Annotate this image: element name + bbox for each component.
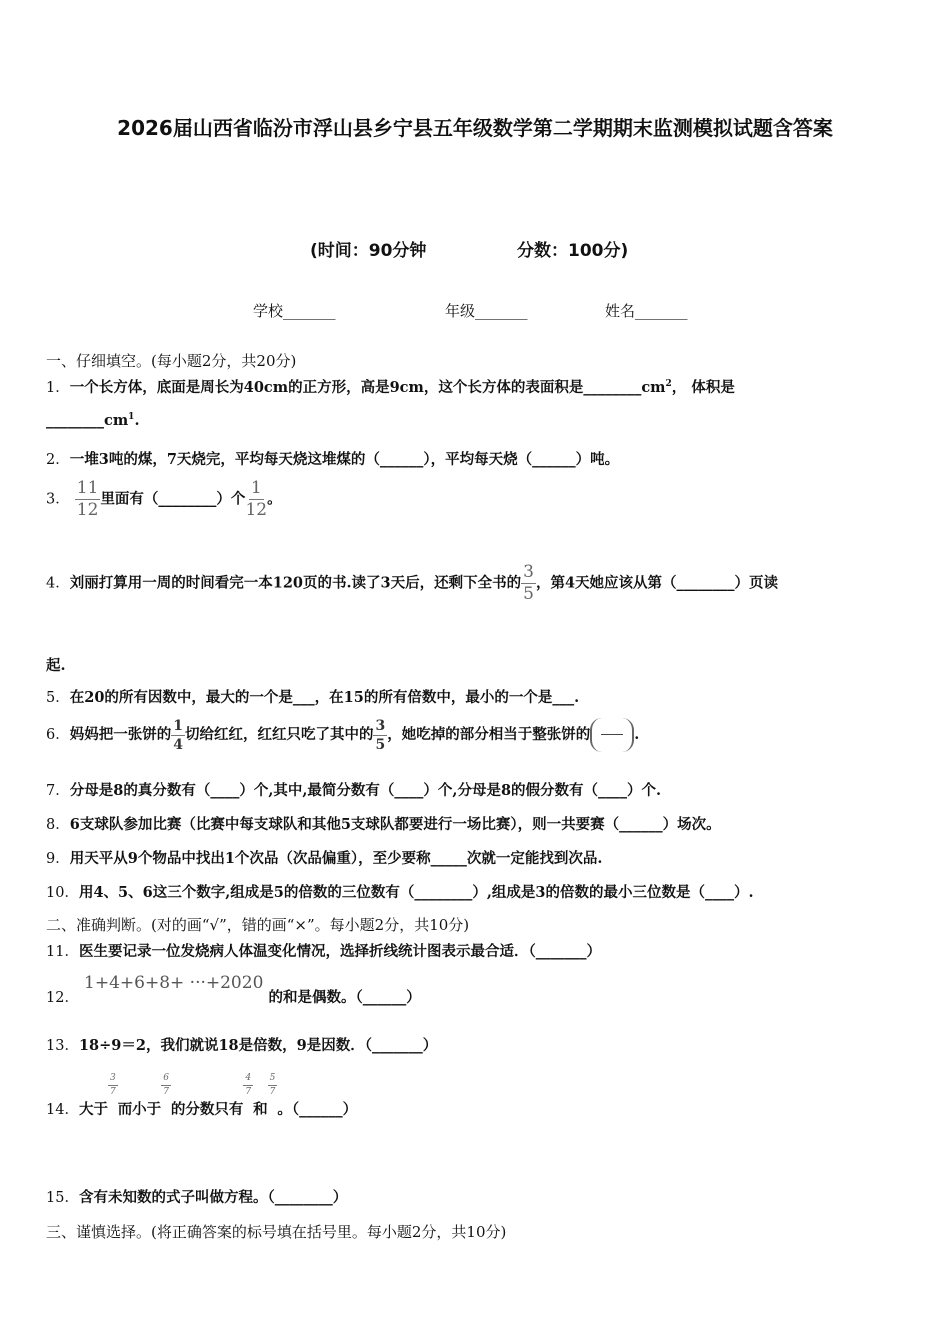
- question-13: [46, 1034, 437, 1055]
- question-text: 的和是偶数。（______）: [268, 989, 421, 1006]
- question-14: [46, 1073, 358, 1118]
- superscript: 2: [665, 379, 672, 390]
- fraction: $\frac{3}{5}$: [375, 717, 386, 753]
- question-number: 12．: [46, 990, 79, 1006]
- grade-field: 年级_______: [445, 302, 528, 320]
- fraction: $\frac{5}{7}$: [269, 1073, 276, 1097]
- question-text: 。（______）: [277, 1101, 358, 1118]
- question-7: [46, 779, 661, 800]
- question-3: [46, 480, 282, 519]
- fraction: $\frac{3}{5}$: [523, 562, 534, 604]
- question-number: 7．: [46, 783, 70, 799]
- question-text: ________cm: [46, 412, 129, 429]
- question-text: ，第4天她应该从第（________）页读: [535, 574, 779, 592]
- question-number: 3．: [46, 491, 70, 508]
- fraction: $\frac{4}{7}$: [245, 1073, 252, 1097]
- answer-fraction-box: [590, 718, 634, 752]
- question-text: 而小于: [117, 1101, 162, 1118]
- question-text: 妈妈把一张饼的: [69, 726, 172, 743]
- question-text: 用天平从9个物品中找出1个次品（次品偏重），至少要称_____次就一定能找到次品.: [69, 850, 603, 867]
- school-field: 学校_______: [253, 302, 336, 320]
- question-text: 。: [267, 490, 282, 508]
- sum-expression: 1+4+6+8+ ···+2020: [84, 973, 264, 993]
- question-10: [46, 881, 754, 902]
- page-title: 2026届山西省临汾市浮山县乡宁县五年级数学第二学期期末监测模拟试题含答案: [117, 116, 833, 140]
- exam-score: 分数：100分): [517, 241, 629, 261]
- question-text: 一堆3吨的煤，7天烧完，平均每天烧这堆煤的（______），平均每天烧（______）吨。: [69, 451, 620, 468]
- question-text: 和: [253, 1101, 268, 1118]
- question-11: [46, 940, 601, 961]
- question-text: ，她吃掉的部分相当于整张饼的: [387, 726, 591, 743]
- question-text: 一个长方体，底面是周长为40cm的正方形，高是9cm，这个长方体的表面积是________cm: [69, 379, 666, 396]
- question-15: [46, 1186, 347, 1207]
- question-number: 9．: [46, 851, 70, 867]
- question-text: .: [134, 412, 140, 429]
- question-number: 13．: [46, 1038, 79, 1054]
- fraction: $\frac{1}{12}$: [245, 478, 268, 520]
- question-6: [46, 718, 639, 752]
- question-text: 医生要记录一位发烧病人体温变化情况，选择折线统计图表示最合适．（_______）: [78, 943, 601, 960]
- question-text: 大于: [78, 1101, 108, 1118]
- question-number: 15．: [46, 1190, 79, 1206]
- superscript: 1: [128, 412, 135, 423]
- question-4-line-2: 起.: [46, 657, 66, 674]
- section-1-heading: 一、仔细填空。(每小题2分，共20分): [46, 352, 297, 370]
- question-text: 18÷9＝2，我们就说18是倍数，9是因数．（_______）: [78, 1037, 438, 1054]
- question-8: [46, 813, 721, 834]
- section-3-heading: 三、谨慎选择。(将正确答案的标号填在括号里。每小题2分，共10分): [46, 1223, 507, 1241]
- question-number: 10．: [46, 885, 79, 901]
- question-number: 6．: [46, 727, 70, 743]
- question-text: 含有未知数的式子叫做方程。（________）: [78, 1189, 348, 1206]
- question-text: 用4、5、6这三个数字,组成是5的倍数的三位数有（________）,组成是3的倍数的最小三位数是（____）.: [78, 884, 754, 901]
- question-text: 在20的所有因数中，最大的一个是___，在15的所有倍数中，最小的一个是___.: [69, 689, 580, 706]
- question-text: 分母是8的真分数有（____）个,其中,最简分数有（____）个,分母是8的假分数有（____）个.: [69, 782, 662, 799]
- question-number: 11．: [46, 944, 79, 960]
- question-number: 5．: [46, 690, 70, 706]
- question-9: [46, 847, 602, 868]
- fraction: $\frac{11}{12}$: [76, 478, 99, 520]
- question-number: 14．: [46, 1102, 79, 1118]
- question-number: 1．: [46, 380, 70, 396]
- question-text: 的分数只有: [170, 1101, 244, 1118]
- question-text: 刘丽打算用一周的时间看完一本120页的书.读了3天后，还剩下全书的: [69, 574, 522, 592]
- name-field: 姓名_______: [605, 302, 688, 320]
- exam-time: (时间：90分钟: [310, 241, 427, 261]
- fraction: $\frac{1}{4}$: [173, 717, 183, 753]
- fraction: $\frac{3}{7}$: [109, 1073, 116, 1097]
- question-2: [46, 448, 619, 469]
- question-4-line-1: [46, 564, 778, 603]
- question-text: 6支球队参加比赛（比赛中每支球队和其他5支球队都要进行一场比赛），则一共要赛（______）场次。: [69, 816, 721, 833]
- section-2-heading: 二、准确判断。(对的画“√”，错的画“×”。每小题2分，共10分): [46, 916, 470, 934]
- question-text: ， 体积是: [671, 379, 735, 396]
- question-number: 8．: [46, 817, 70, 833]
- fraction: $\frac{6}{7}$: [163, 1073, 169, 1097]
- question-number: 2．: [46, 452, 70, 468]
- question-5: [46, 686, 579, 707]
- question-12: [46, 972, 421, 1006]
- question-1-line-2: [46, 412, 140, 429]
- question-number: 4．: [46, 575, 70, 592]
- question-text: 切给红红，红红只吃了其中的: [184, 726, 374, 743]
- question-text: 里面有（________）个: [100, 490, 246, 508]
- question-1-line-1: [46, 376, 735, 397]
- question-text: .: [634, 726, 640, 743]
